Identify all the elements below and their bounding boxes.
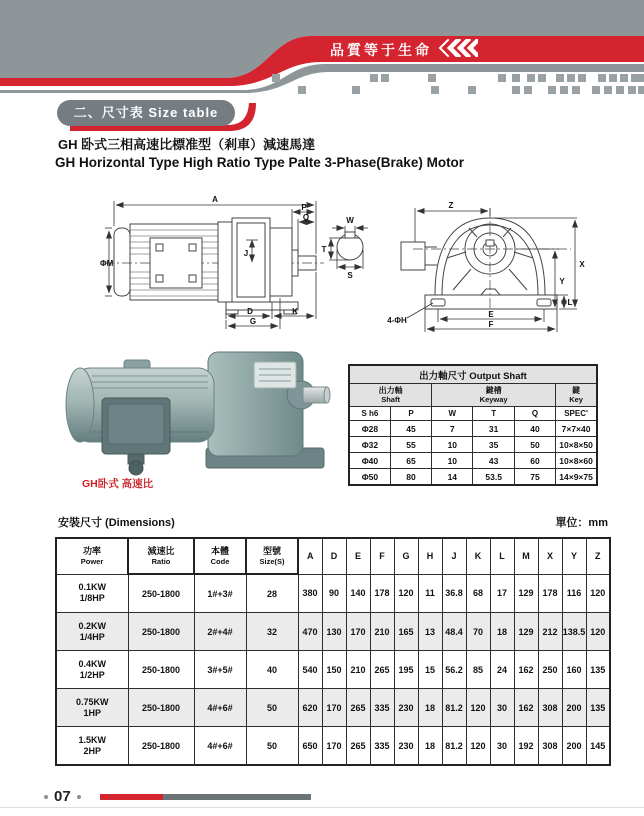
dim-value-cell: 212 (538, 613, 562, 651)
ost-cell: Φ28 (349, 421, 390, 437)
ost-column-header: SPEC' (556, 407, 597, 421)
dim-value-cell: 18 (490, 613, 514, 651)
dim-row (56, 613, 610, 651)
ost-title-row (349, 365, 597, 384)
dim-label-g: G (249, 317, 257, 326)
dim-value-cell: 170 (346, 613, 370, 651)
ost-cell: 75 (514, 469, 555, 486)
dim-code-cell: 2#+4# (194, 613, 246, 651)
ost-row (349, 437, 597, 453)
dim-row (56, 689, 610, 727)
dim-power-cell: 0.75KW 1HP (56, 689, 128, 727)
dim-header: 本體 Code (194, 538, 246, 574)
dim-ratio-cell: 250-1800 (128, 651, 194, 689)
dim-value-cell: 48.4 (442, 613, 466, 651)
dim-value-cell: 130 (322, 613, 346, 651)
dim-value-cell: 162 (514, 651, 538, 689)
dim-value-cell: 129 (514, 613, 538, 651)
output-shaft-table (348, 364, 598, 486)
dim-letter-header: Z (586, 538, 610, 574)
ost-row (349, 453, 597, 469)
dim-value-cell: 170 (322, 689, 346, 727)
dimensions-label: 安裝尺寸 (Dimensions) (58, 517, 175, 529)
ost-cell: 14×9×75 (556, 469, 597, 486)
ost-cell: 43 (473, 453, 514, 469)
section-pill: 二、尺寸表 Size table (57, 100, 235, 126)
dim-value-cell: 120 (586, 613, 610, 651)
dim-value-cell: 265 (370, 651, 394, 689)
ost-cell: 53.5 (473, 469, 514, 486)
dim-row (56, 574, 610, 613)
dim-value-cell: 195 (394, 651, 418, 689)
ost-cell: Φ40 (349, 453, 390, 469)
dim-value-cell: 230 (394, 727, 418, 766)
dim-value-cell: 165 (394, 613, 418, 651)
dim-value-cell: 30 (490, 727, 514, 766)
dim-size-cell: 28 (246, 574, 298, 613)
dim-value-cell: 135 (586, 651, 610, 689)
dim-value-cell: 140 (346, 574, 370, 613)
chevrons-icon (438, 39, 478, 57)
page-title-zh: GH 卧式三相高速比標准型（剎車）減速馬達 (58, 137, 316, 152)
dim-value-cell: 178 (538, 574, 562, 613)
dim-value-cell: 200 (562, 689, 586, 727)
dim-value-cell: 200 (562, 727, 586, 766)
ost-title: 出力軸尺寸 Output Shaft (349, 365, 597, 384)
dim-power-cell: 0.4KW 1/2HP (56, 651, 128, 689)
dim-label-phi-m: ΦM (100, 259, 114, 268)
dim-ratio-cell: 250-1800 (128, 689, 194, 727)
dim-value-cell: 13 (418, 613, 442, 651)
ost-column-header: S h6 (349, 407, 390, 421)
dim-letter-header: D (322, 538, 346, 574)
dim-value-cell: 18 (418, 689, 442, 727)
dim-value-cell: 120 (586, 574, 610, 613)
dim-code-cell: 3#+5# (194, 651, 246, 689)
footer-page-number-block (44, 788, 81, 805)
dim-value-cell: 192 (514, 727, 538, 766)
dim-value-cell: 210 (346, 651, 370, 689)
dim-value-cell: 85 (466, 651, 490, 689)
dim-header: 減速比 Ratio (128, 538, 194, 574)
dim-value-cell: 335 (370, 727, 394, 766)
dim-letter-header: M (514, 538, 538, 574)
dim-value-cell: 56.2 (442, 651, 466, 689)
ost-column-header: Q (514, 407, 555, 421)
dim-label-e: E (488, 310, 494, 319)
ost-cell: Φ32 (349, 437, 390, 453)
dim-value-cell: 135 (586, 689, 610, 727)
dim-value-cell: 170 (322, 727, 346, 766)
ost-group-header: 出力軸 Shaft (349, 384, 432, 407)
dim-label-4-phi-h: 4-ΦH (387, 316, 407, 325)
dim-code-cell: 1#+3# (194, 574, 246, 613)
dim-ratio-cell: 250-1800 (128, 574, 194, 613)
dim-value-cell: 15 (418, 651, 442, 689)
dim-value-cell: 11 (418, 574, 442, 613)
dim-value-cell: 81.2 (442, 727, 466, 766)
dim-value-cell: 265 (346, 689, 370, 727)
dim-value-cell: 36.8 (442, 574, 466, 613)
dim-label-j: J (243, 249, 249, 258)
dim-value-cell: 230 (394, 689, 418, 727)
dim-value-cell: 120 (394, 574, 418, 613)
dim-letter-header: X (538, 538, 562, 574)
dim-value-cell: 138.5 (562, 613, 586, 651)
ost-cell: 10×8×50 (556, 437, 597, 453)
dim-value-cell: 120 (466, 727, 490, 766)
dim-header: 功率 Power (56, 538, 128, 574)
dim-letter-header: A (298, 538, 322, 574)
dim-power-cell: 1.5KW 2HP (56, 727, 128, 766)
ost-cell: 10 (432, 437, 473, 453)
dim-label-t: T (321, 245, 327, 254)
ost-cell: 45 (390, 421, 431, 437)
dim-letter-header: Y (562, 538, 586, 574)
dim-value-cell: 178 (370, 574, 394, 613)
dim-letter-header: F (370, 538, 394, 574)
dim-value-cell: 90 (322, 574, 346, 613)
ost-row (349, 469, 597, 486)
dim-value-cell: 30 (490, 689, 514, 727)
dim-label-p: P (301, 203, 307, 212)
dim-value-cell: 160 (562, 651, 586, 689)
ost-cell: 10×8×60 (556, 453, 597, 469)
dim-value-cell: 308 (538, 689, 562, 727)
motor-photo (58, 340, 336, 478)
dim-value-cell: 129 (514, 574, 538, 613)
dim-letter-header: K (466, 538, 490, 574)
dim-value-cell: 18 (418, 727, 442, 766)
ost-cell: 31 (473, 421, 514, 437)
dim-value-cell: 24 (490, 651, 514, 689)
ost-column-header: T (473, 407, 514, 421)
dim-value-cell: 210 (370, 613, 394, 651)
dim-ratio-cell: 250-1800 (128, 613, 194, 651)
dim-label-a: A (212, 195, 218, 204)
dim-code-cell: 4#+6# (194, 689, 246, 727)
dim-value-cell: 620 (298, 689, 322, 727)
dim-row (56, 727, 610, 766)
dim-body (56, 574, 610, 765)
dim-value-cell: 650 (298, 727, 322, 766)
dim-label-l: L (567, 298, 573, 307)
dim-value-cell: 250 (538, 651, 562, 689)
ost-cell: 65 (390, 453, 431, 469)
front-view-drawing (385, 192, 590, 334)
dim-power-cell: 0.2KW 1/4HP (56, 613, 128, 651)
unit-label: 單位：mm (555, 517, 608, 529)
dim-value-cell: 162 (514, 689, 538, 727)
dim-header: 型號 Size(S) (246, 538, 298, 574)
ost-row (349, 421, 597, 437)
dim-row (56, 651, 610, 689)
photo-caption: GH卧式 高速比 (82, 478, 154, 490)
dim-size-cell: 50 (246, 689, 298, 727)
dim-letter-header: E (346, 538, 370, 574)
ost-cell: 80 (390, 469, 431, 486)
dim-value-cell: 17 (490, 574, 514, 613)
ost-cell: 60 (514, 453, 555, 469)
footer-red-bar (100, 794, 163, 800)
dim-value-cell: 308 (538, 727, 562, 766)
page-title-en: GH Horizontal Type High Ratio Type Palte 3-Phase(Brake) Motor (55, 155, 465, 170)
ost-cell: 10 (432, 453, 473, 469)
ost-cell: 55 (390, 437, 431, 453)
deco-squares (272, 74, 644, 94)
dim-header-row (56, 538, 610, 574)
dim-value-cell: 380 (298, 574, 322, 613)
dim-value-cell: 70 (466, 613, 490, 651)
dim-label-w: W (346, 216, 354, 225)
dim-label-s: S (347, 271, 353, 280)
footer-gray-bar (163, 794, 311, 800)
dim-label-z: Z (448, 201, 454, 210)
banner-slogan: 品質等于生命 (330, 42, 432, 58)
dim-size-cell: 40 (246, 651, 298, 689)
dim-label-q: Q (302, 213, 310, 222)
dim-letter-header: G (394, 538, 418, 574)
dim-label-y: Y (559, 277, 565, 286)
dim-letter-header: L (490, 538, 514, 574)
dim-ratio-cell: 250-1800 (128, 727, 194, 766)
ost-col-row (349, 407, 597, 421)
dim-letter-header: H (418, 538, 442, 574)
ost-cell: 35 (473, 437, 514, 453)
ost-cell: 50 (514, 437, 555, 453)
dim-size-cell: 50 (246, 727, 298, 766)
ost-group-header: 鍵槽 Keyway (432, 384, 556, 407)
dim-label-d: D (247, 307, 253, 316)
ost-cell: 7 (432, 421, 473, 437)
dimensions-table (55, 537, 611, 766)
footer-dot (77, 795, 81, 799)
dim-value-cell: 116 (562, 574, 586, 613)
ost-group-row (349, 384, 597, 407)
side-view-drawing (100, 192, 380, 334)
dim-value-cell: 145 (586, 727, 610, 766)
dim-label-x: X (579, 260, 585, 269)
dim-label-k: K (292, 307, 298, 316)
ost-group-header: 鍵 Key (556, 384, 597, 407)
page-bottom-line (0, 807, 644, 808)
ost-column-header: W (432, 407, 473, 421)
dim-value-cell: 150 (322, 651, 346, 689)
page-number: 07 (54, 788, 71, 805)
dim-value-cell: 81.2 (442, 689, 466, 727)
ost-body (349, 421, 597, 486)
dim-code-cell: 4#+6# (194, 727, 246, 766)
ost-cell: 40 (514, 421, 555, 437)
header-ribbon-graphic (0, 0, 644, 100)
dim-value-cell: 540 (298, 651, 322, 689)
ost-column-header: P (390, 407, 431, 421)
dim-value-cell: 265 (346, 727, 370, 766)
ost-cell: 7×7×40 (556, 421, 597, 437)
dim-value-cell: 120 (466, 689, 490, 727)
dim-value-cell: 470 (298, 613, 322, 651)
ost-cell: 14 (432, 469, 473, 486)
ost-cell: Φ50 (349, 469, 390, 486)
dim-letter-header: J (442, 538, 466, 574)
dim-value-cell: 335 (370, 689, 394, 727)
footer-dot (44, 795, 48, 799)
dim-size-cell: 32 (246, 613, 298, 651)
dim-label-f: F (488, 320, 494, 329)
dim-power-cell: 0.1KW 1/8HP (56, 574, 128, 613)
dim-value-cell: 68 (466, 574, 490, 613)
